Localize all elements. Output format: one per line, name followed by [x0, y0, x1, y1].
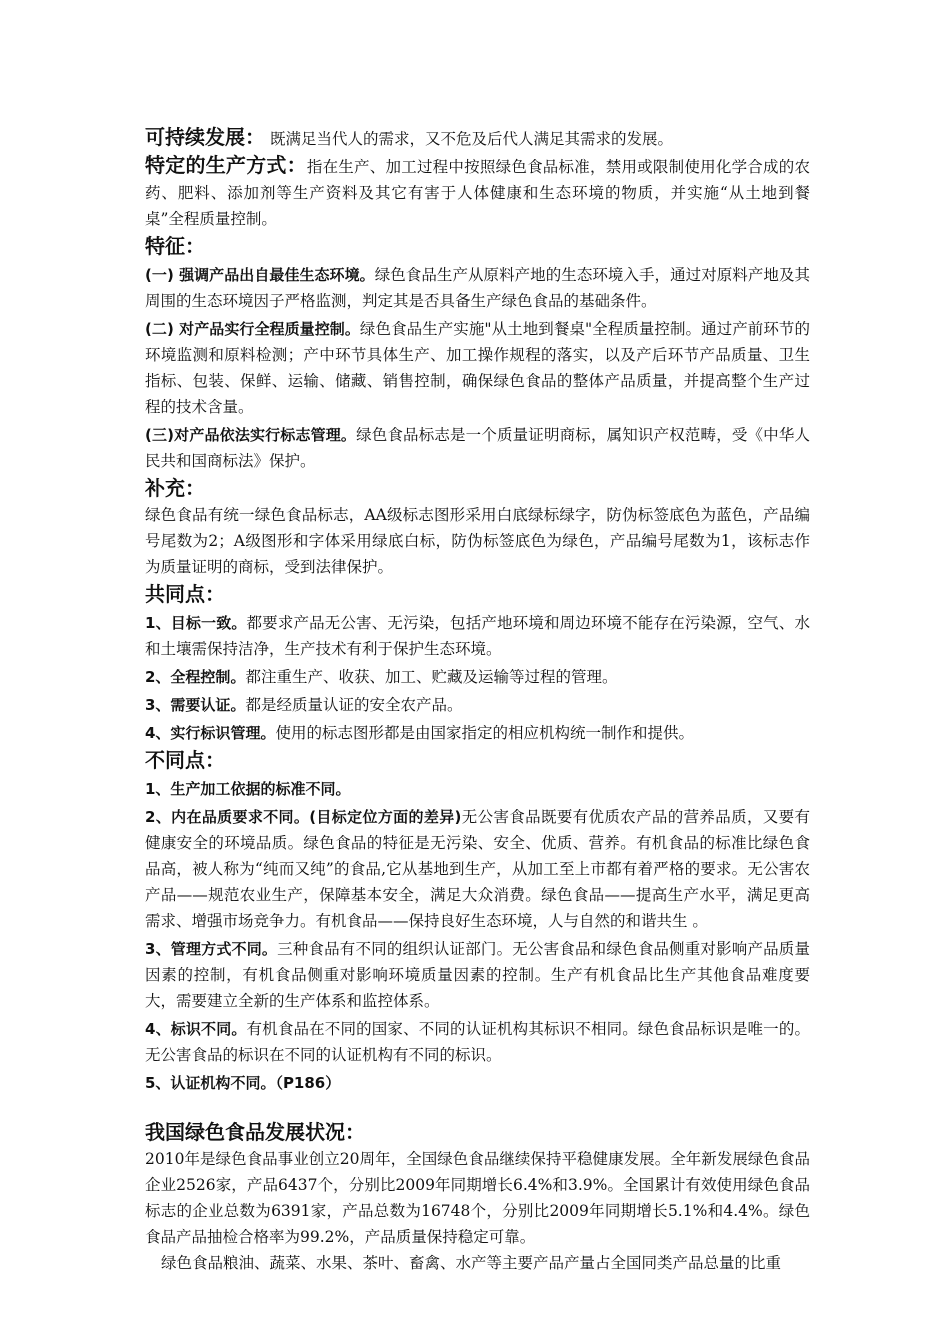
feature-item-text: 绿色食品生产从原料产地的生态环境入手，通过对原料产地及其周围的生态环境因子严格监测，判定其是否具备生产绿色食品的基础条件。 — [145, 266, 810, 310]
feature-item-text: 绿色食品标志是一个质量证明商标，属知识产权范畴，受《中华人民共和国商标法》保护。 — [145, 426, 810, 470]
feature-item-title: (一) 强调产品出自最佳生态环境。 — [145, 266, 375, 284]
document-page — [145, 124, 810, 1276]
supplement-heading: 补充： — [145, 476, 205, 500]
feature-item — [145, 262, 810, 314]
common-item-title: 4、实行标识管理。 — [145, 724, 276, 742]
difference-item — [145, 1016, 810, 1068]
common-item-text: 使用的标志图形都是由国家指定的相应机构统一制作和提供。 — [275, 724, 694, 742]
difference-item-title: 2、内在品质要求不同。(目标定位方面的差异) — [145, 808, 462, 826]
status-heading: 我国绿色食品发展状况： — [145, 1120, 365, 1144]
production-text: 指在生产、加工过程中按照绿色食品标准，禁用或限制使用化学合成的农药、肥料、添加剂等生产资料及其它有害于人体健康和生态环境的物质，并实施“从土地到餐桌”全程质量控制。 — [145, 158, 810, 228]
difference-item — [145, 804, 810, 934]
production-heading: 特定的生产方式： — [145, 153, 307, 177]
difference-item-title: 4、标识不同。 — [145, 1020, 247, 1038]
section-spacer — [145, 1096, 810, 1118]
sustainable-heading: 可持续发展： — [145, 125, 265, 149]
production-paragraph — [145, 152, 810, 232]
common-item-text: 都是经质量认证的安全农产品。 — [245, 696, 463, 714]
common-item-title: 2、全程控制。 — [145, 668, 246, 686]
feature-item — [145, 316, 810, 420]
difference-item-title: 3、管理方式不同。 — [145, 940, 278, 958]
difference-item-title: 1、生产加工依据的标准不同。 — [145, 780, 351, 798]
sustainable-paragraph — [145, 124, 810, 152]
supplement-text: 绿色食品有统一绿色食品标志，AA级标志图形采用白底绿标绿字，防伪标签底色为蓝色，产品编号尾数为2；A级图形和字体采用绿底白标，防伪标签底色为绿色，产品编号尾数为1，该标志作为质量证明的商标，受到法律保护。 — [145, 506, 810, 576]
feature-item — [145, 422, 810, 474]
difference-item-text: 有机食品在不同的国家、不同的认证机构其标识不相同。绿色食品标识是唯一的。无公害食品的标识在不同的认证机构有不同的标识。 — [145, 1020, 810, 1064]
feature-item-title: (三)对产品依法实行标志管理。 — [145, 426, 357, 444]
common-item — [145, 720, 810, 746]
common-item-title: 3、需要认证。 — [145, 696, 246, 714]
common-item — [145, 692, 810, 718]
differences-heading: 不同点： — [145, 748, 225, 772]
features-heading: 特征： — [145, 234, 205, 258]
difference-item-text: 无公害食品既要有优质农产品的营养品质，又要有健康安全的环境品质。绿色食品的特征是无污染、安全、优质、营养。有机食品的标准比绿色食品高，被人称为“纯而又纯”的食品,它从基地到生产，从加工至上市都有着严格的要求。无公害农产品——规范农业生产，保障基本安全，满足大众消费。绿色食品——提高生产水平，满足更高需求、增强市场竞争力。有机食品——保持良好生态环境，人与自然的和谐共生 。 — [145, 808, 810, 930]
common-item — [145, 664, 810, 690]
difference-item — [145, 936, 810, 1014]
status-paragraph: 2010年是绿色食品事业创立20周年，全国绿色食品继续保持平稳健康发展。全年新发展绿色食品企业2526家，产品6437个，分别比2009年同期增长6.4%和3.9%。全国累计有效使用绿色食品标志的企业总数为6391家，产品总数为16748个，分别比2009年同期增长5.1%和4.4%。绿色食品产品抽检合格率为99.2%，产品质量保持稳定可靠。 — [145, 1150, 810, 1246]
difference-item-title: 5、认证机构不同。（P186） — [145, 1074, 341, 1092]
common-item-text: 都要求产品无公害、无污染，包括产地环境和周边环境不能存在污染源，空气、水和土壤需保持洁净，生产技术有利于保护生态环境。 — [145, 614, 810, 658]
sustainable-text: 既满足当代人的需求，又不危及后代人满足其需求的发展。 — [269, 130, 673, 148]
common-item — [145, 610, 810, 662]
common-item-title: 1、目标一致。 — [145, 614, 247, 632]
difference-item — [145, 776, 810, 802]
common-item-text: 都注重生产、收获、加工、贮藏及运输等过程的管理。 — [245, 668, 618, 686]
common-heading: 共同点： — [145, 582, 225, 606]
difference-item-text: 三种食品有不同的组织认证部门。无公害食品和绿色食品侧重对影响产品质量因素的控制，有机食品侧重对影响环境质量因素的控制。生产有机食品比生产其他食品难度要大，需要建立全新的生产体系和监控体系。 — [145, 940, 810, 1010]
feature-item-title: (二) 对产品实行全程质量控制。 — [145, 320, 360, 338]
difference-item — [145, 1070, 810, 1096]
feature-item-text: 绿色食品生产实施"从土地到餐桌"全程质量控制。通过产前环节的环境监测和原料检测；产中环节具体生产、加工操作规程的落实，以及产后环节产品质量、卫生指标、包装、保鲜、运输、储藏、销售控制，确保绿色食品的整体产品质量，并提高整个生产过程的技术含量。 — [145, 320, 810, 416]
status-paragraph-continued: 绿色食品粮油、蔬菜、水果、茶叶、畜禽、水产等主要产品产量占全国同类产品总量的比重 — [161, 1254, 782, 1272]
